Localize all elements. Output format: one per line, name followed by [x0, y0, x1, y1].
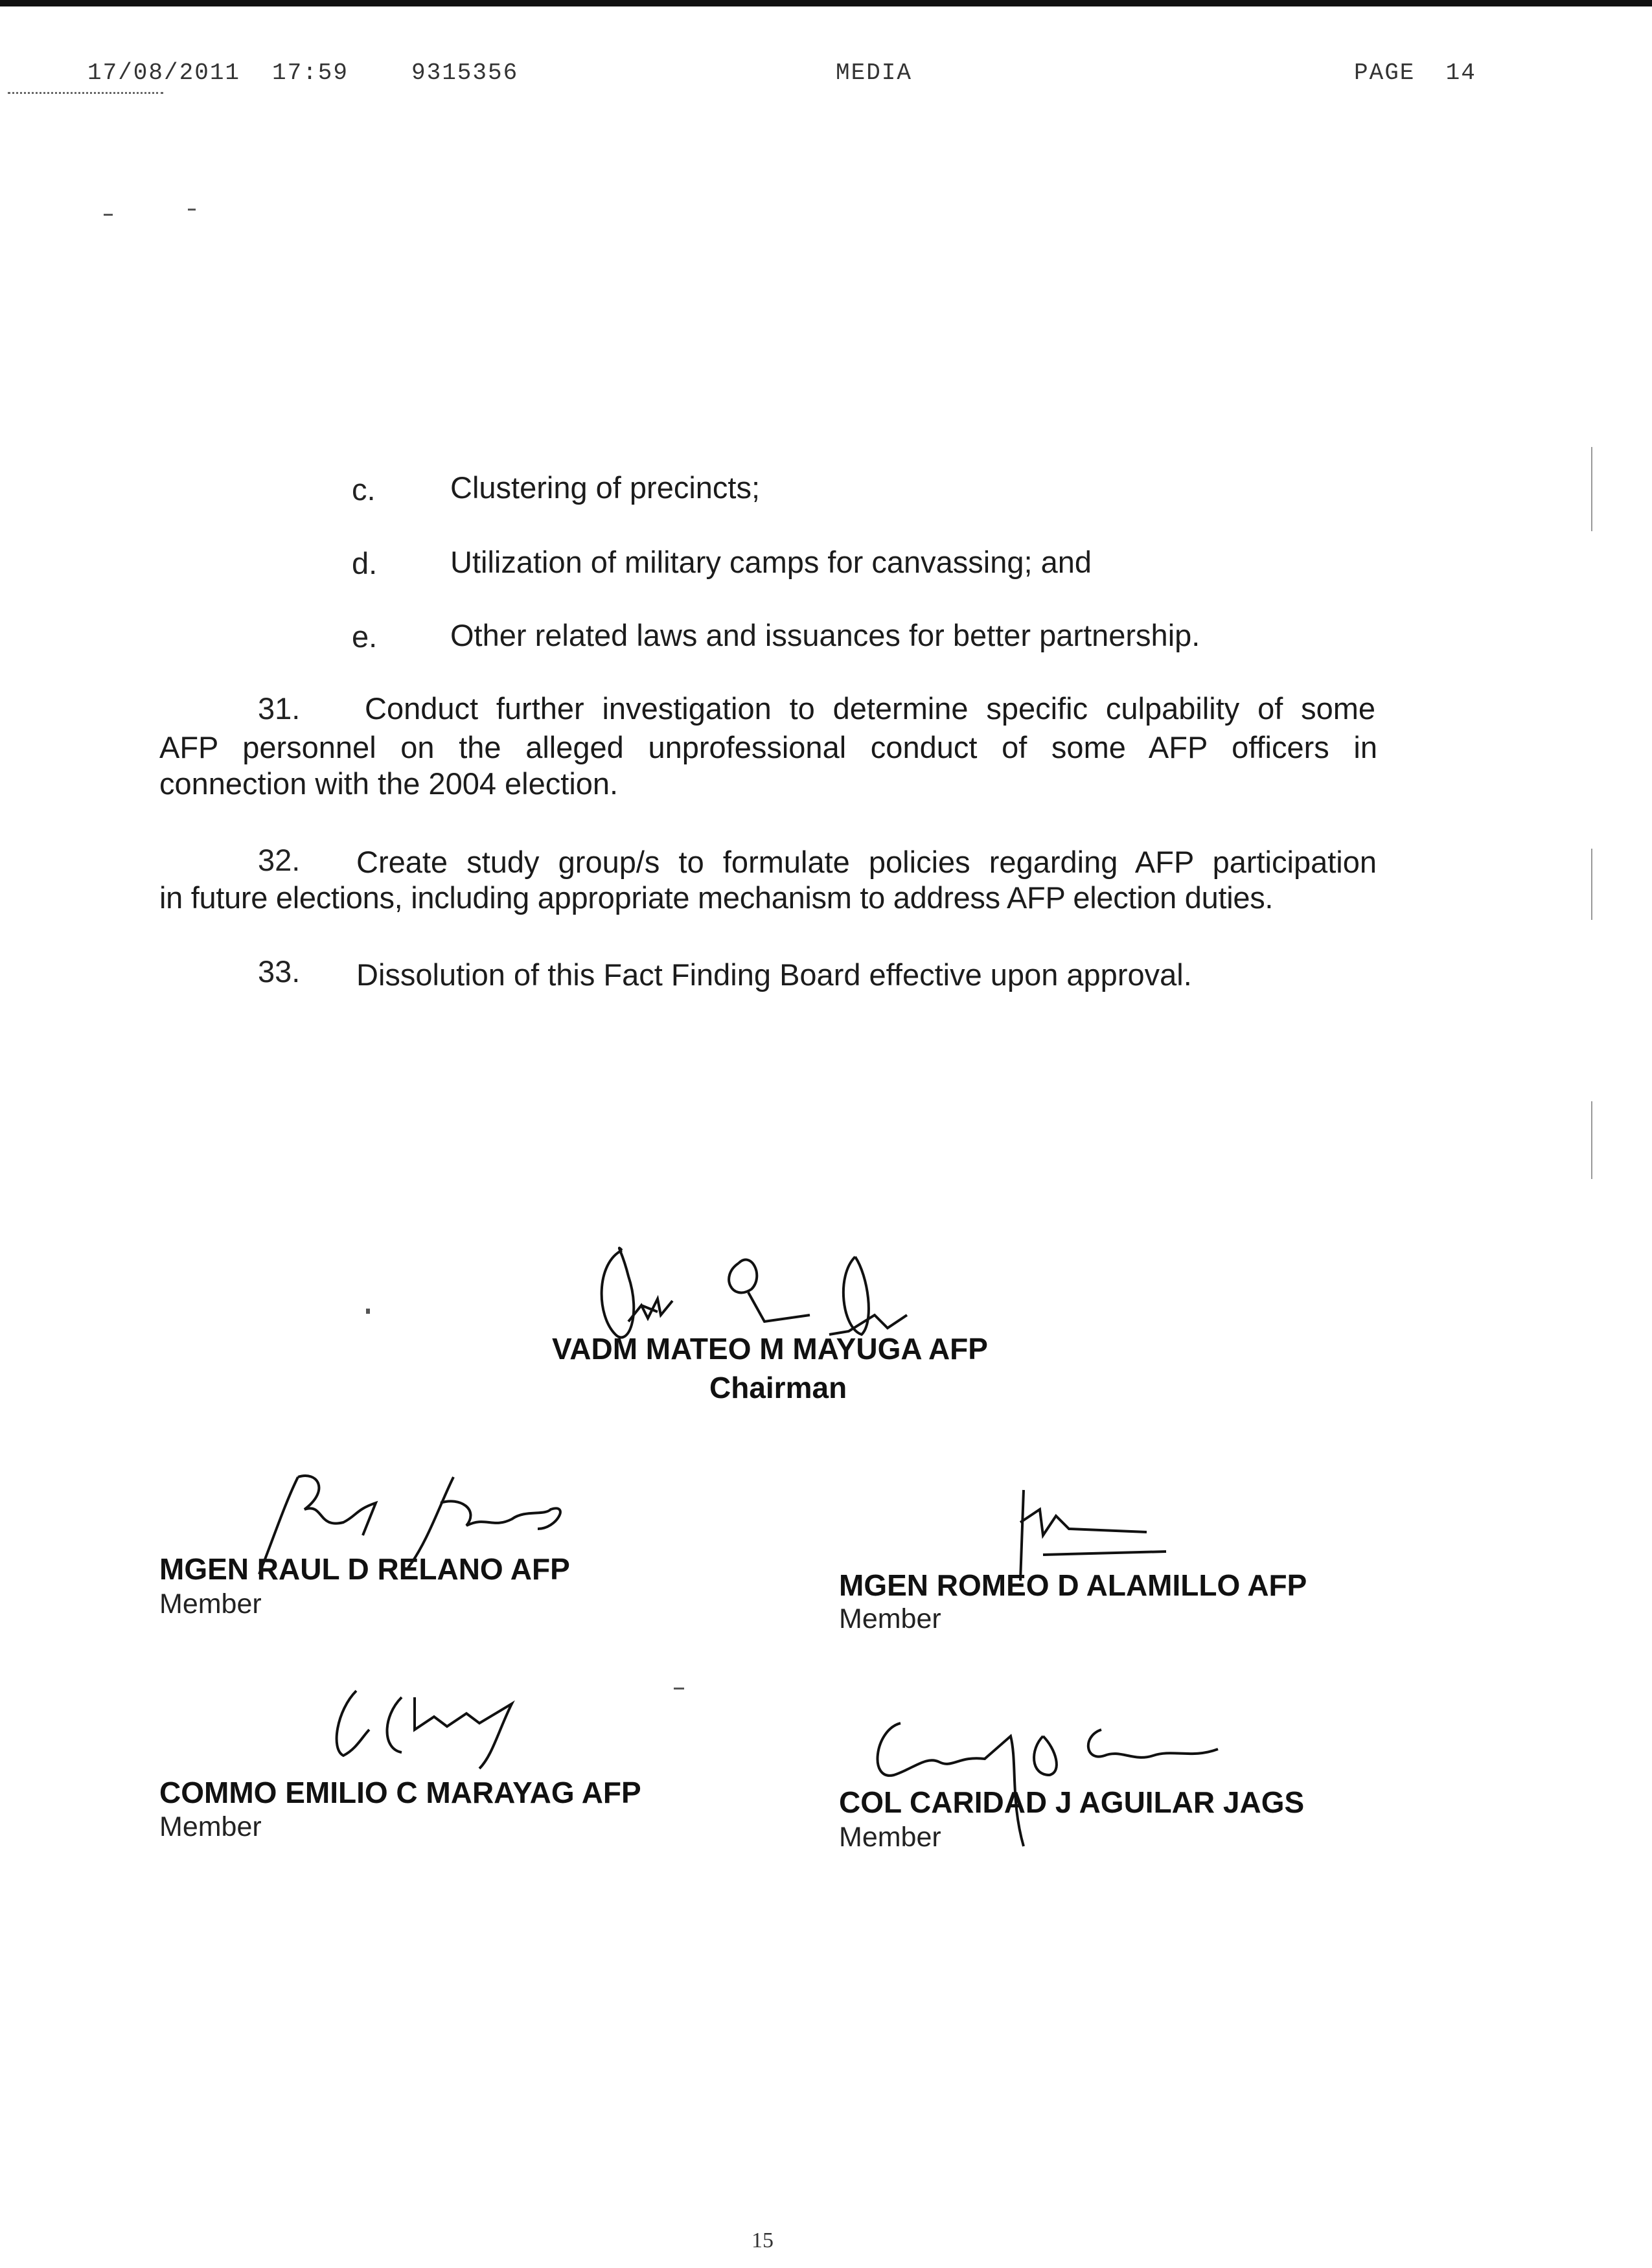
- fax-underline: [8, 92, 163, 94]
- fax-time: 17:59: [272, 60, 349, 86]
- signatory-name: COMMO EMILIO C MARAYAG AFP: [159, 1776, 641, 1809]
- scan-top-edge: [0, 0, 1652, 6]
- paragraph-line: AFP personnel on the alleged unprofessional conduct of some AFP officers in: [159, 730, 1377, 764]
- paragraph-number: 32.: [258, 843, 301, 877]
- fax-number: 9315356: [411, 60, 519, 86]
- signatory-name: MGEN ROMEO D ALAMILLO AFP: [839, 1568, 1307, 1602]
- marayag-signature: [317, 1678, 551, 1775]
- fax-page: PAGE 14: [1354, 60, 1476, 86]
- scan-margin-line: [1591, 1101, 1592, 1179]
- signatory-role: Chairman: [709, 1371, 847, 1404]
- scan-speck: [104, 214, 113, 216]
- fax-date: 17/08/2011: [87, 60, 241, 86]
- page-number: 15: [751, 2228, 774, 2252]
- signatory-name: VADM MATEO M MAYUGA AFP: [552, 1332, 988, 1366]
- paragraph-line: Dissolution of this Fact Finding Board effective upon approval.: [356, 957, 1192, 992]
- signatory-role: Member: [159, 1588, 262, 1620]
- signatory-role: Member: [839, 1603, 941, 1634]
- signatory-name: MGEN RAUL D RELANO AFP: [159, 1552, 570, 1586]
- paragraph-line: Create study group/s to formulate policies regarding AFP participation: [356, 845, 1377, 879]
- scan-margin-line: [1591, 849, 1592, 920]
- item-text: Other related laws and issuances for better partnership.: [450, 618, 1200, 652]
- fax-sender: MEDIA: [836, 60, 913, 86]
- signatory-name: COL CARIDAD J AGUILAR JAGS: [839, 1785, 1305, 1819]
- paragraph-line: connection with the 2004 election.: [159, 766, 619, 801]
- scan-margin-line: [1591, 447, 1592, 531]
- signatory-role: Member: [159, 1811, 262, 1842]
- item-label: c.: [352, 472, 376, 507]
- scan-speck: [674, 1688, 684, 1690]
- scan-speck: [188, 209, 196, 211]
- item-text: Clustering of precincts;: [450, 470, 761, 505]
- item-label: e.: [352, 619, 378, 654]
- paragraph-line: Conduct further investigation to determine specific culpability of some: [365, 691, 1375, 726]
- paragraph-number: 33.: [258, 954, 301, 989]
- item-label: d.: [352, 546, 378, 580]
- paragraph-line: in future elections, including appropriate mechanism to address AFP election duties.: [159, 880, 1274, 915]
- scan-speck: [366, 1309, 370, 1314]
- paragraph-number: 31.: [258, 691, 301, 726]
- signatory-role: Member: [839, 1822, 941, 1853]
- item-text: Utilization of military camps for canvassing; and: [450, 545, 1092, 579]
